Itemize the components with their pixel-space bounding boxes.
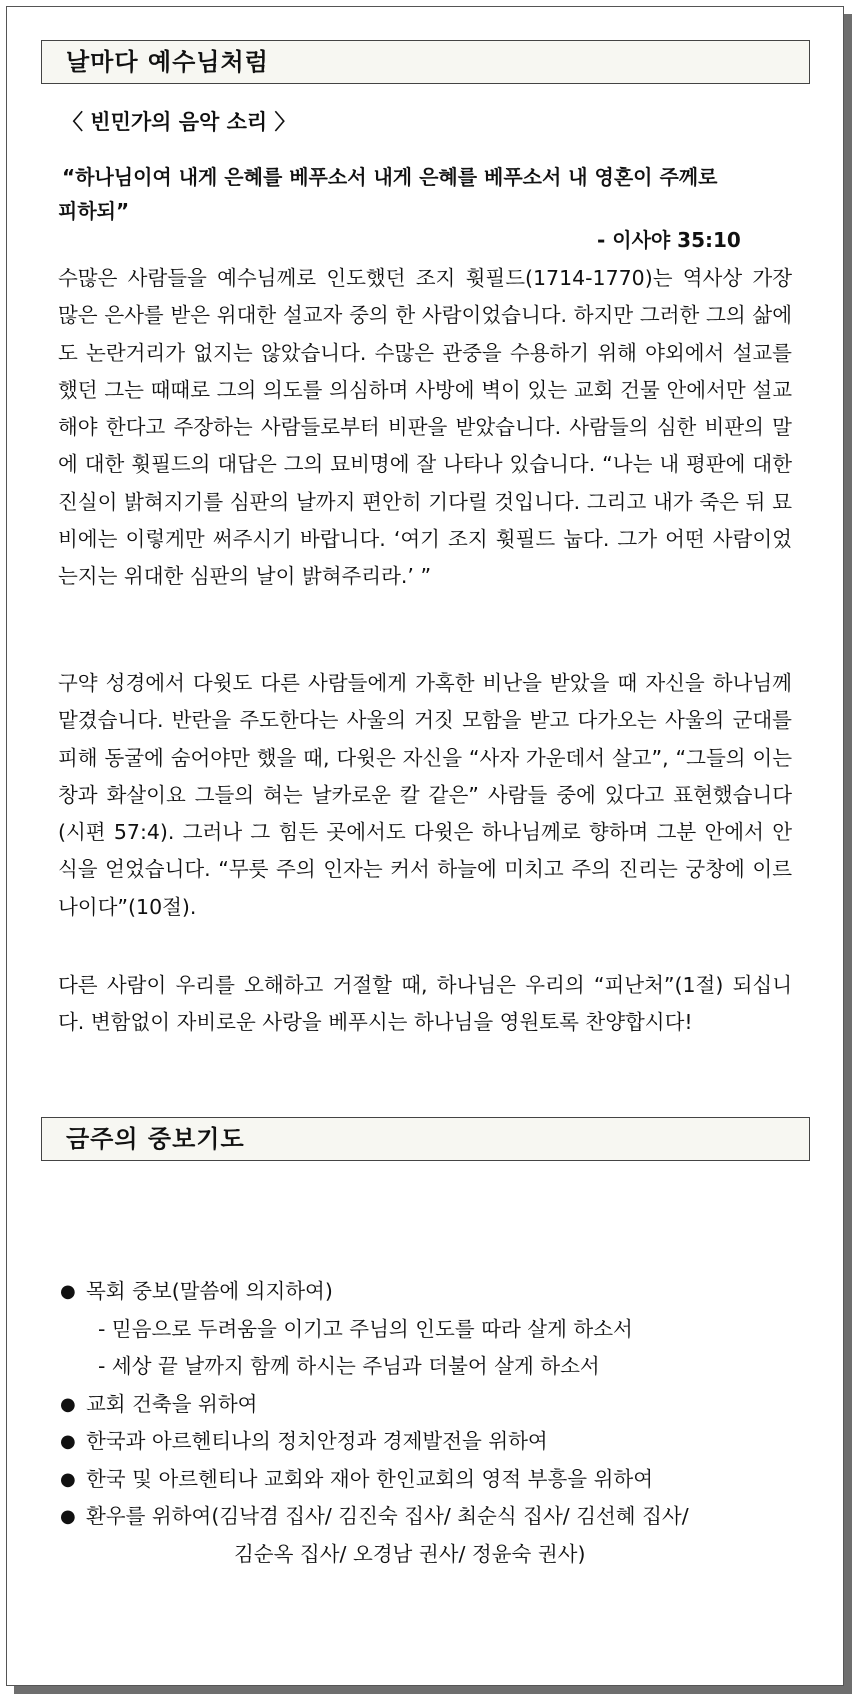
scripture-quote-line1: “하나님이여 내게 은혜를 베푸소서 내게 은혜를 베푸소서 내 영혼이 주께로 [62,165,718,189]
prayer-item [58,1273,818,1386]
prayer-item [58,1461,818,1499]
devotional-subtitle: 〈 빈민가의 음악 소리 〉 [62,110,296,134]
devotional-paragraph-3: 다른 사람이 우리를 오해하고 거절할 때, 하나님은 우리의 “피난처”(1절) 되십니다. 변함없이 자비로운 사랑을 베푸시는 하나님을 영원토록 찬양합시다! [58,973,792,1035]
prayer-item-text: 목회 중보(말씀에 의지하여) [86,1279,333,1303]
scripture-quote [58,160,792,228]
prayer-list [58,1273,818,1573]
bullet-icon: ● [60,1506,76,1527]
devotional-paragraph-1: 수많은 사람들을 예수님께로 인도했던 조지 휫필드(1714-1770)는 역사상 가장 많은 은사를 받은 위대한 설교자 중의 한 사람이었습니다. 하지만 그러한 그의 삶에도 논란거리가 없지는 않았습니다. 수많은 관중을 수용하기 위해 야외에서 설교를 했던 그는 때때로 그의 의도를 의심하며 사방에 벽이 있는 교회 건물 안에서만 설교해야 한다고 주장하는 사람들로부터 비판을 받았습니다. 사람들의 심한 비판의 말에 대한 휫필드의 대답은 그의 묘비명에 잘 나타나 있습니다. “나는 내 평판에 대한 진실이 밝혀지기를 심판의 날까지 편안히 기다릴 것입니다. 그리고 내가 죽은 뒤 묘비에는 이렇게만 써주시기 바랍니다. ‘여기 조지 휫필드 눕다. 그가 어떤 사람이었는지는 위대한 심판의 날이 밝혀주리라.’ ” [58,266,792,589]
prayer-item-text: 한국과 아르헨티나의 정치안정과 경제발전을 위하여 [86,1429,548,1453]
section-title-daily: 날마다 예수님처럼 [41,40,810,84]
prayer-subitem: - 세상 끝 날까지 함께 하시는 주님과 더불어 살게 하소서 [98,1354,600,1378]
prayer-item-text: 환우를 위하여(김낙겸 집사/ 김진숙 집사/ 최순식 집사/ 김선혜 집사/ [86,1504,689,1528]
prayer-subitem: - 믿음으로 두려움을 이기고 주님의 인도를 따라 살게 하소서 [98,1316,633,1341]
scripture-reference: - 이사야 35:10 [597,228,741,252]
prayer-item-text: 교회 건축을 위하여 [86,1391,258,1416]
prayer-item [58,1386,818,1424]
bullet-icon: ● [60,1281,76,1302]
scripture-quote-line2: 피하되” [58,199,130,223]
prayer-item [58,1423,818,1461]
prayer-item-text: 한국 및 아르헨티나 교회와 재아 한인교회의 영적 부흥을 위하여 [86,1466,654,1491]
bullet-icon: ● [60,1393,76,1415]
prayer-item [58,1498,818,1573]
section-title-prayer: 금주의 중보기도 [41,1117,810,1161]
prayer-item-continuation: 김순옥 집사/ 오경남 권사/ 정윤숙 권사) [234,1541,586,1566]
bullet-icon: ● [60,1431,76,1452]
devotional-paragraph-2: 구약 성경에서 다윗도 다른 사람들에게 가혹한 비난을 받았을 때 자신을 하나님께 맡겼습니다. 반란을 주도한다는 사울의 거짓 모함을 받고 다가오는 사울의 군대를 피해 동굴에 숨어야만 했을 때, 다윗은 자신을 “사자 가운데서 살고”, “그들의 이는 창과 화살이요 그들의 혀는 날카로운 칼 같은” 사람들 중에 있다고 표현했습니다(시편 57:4). 그러나 그 힘든 곳에서도 다윗은 하나님께로 향하며 그분 안에서 안식을 얻었습니다. “무릇 주의 인자는 커서 하늘에 미치고 주의 진리는 궁창에 이르나이다”(10절). [58,671,792,919]
bullet-icon: ● [60,1468,76,1490]
